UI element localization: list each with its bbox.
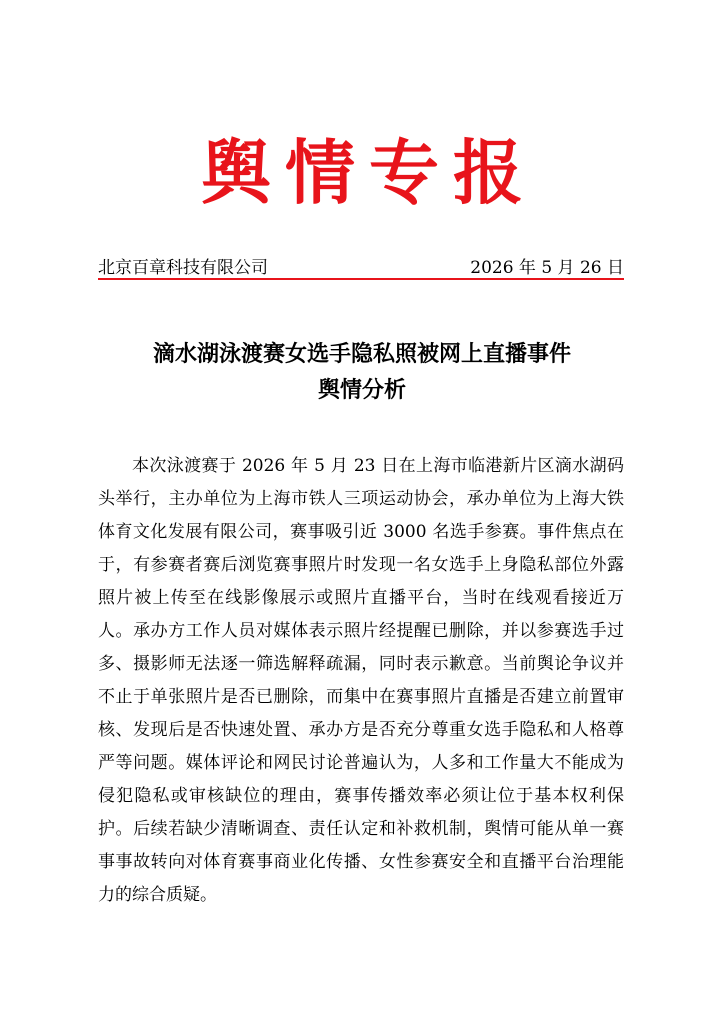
issue-date: 2026 年 5 月 26 日 — [470, 258, 624, 278]
organization-name: 北京百章科技有限公司 — [98, 258, 268, 278]
document-title — [0, 336, 724, 408]
red-divider-line — [98, 278, 624, 280]
body-paragraph: 本次泳渡赛于 2026 年 5 月 23 日在上海市临港新片区滴水湖码头举行，主办单位为上海市铁人三项运动协会，承办单位为上海大铁体育文化发展有限公司，赛事吸引近 3000 名选手参赛。事件焦点在于，有参赛者赛后浏览赛事照片时发现一名女选手上身隐私部位外露照片被上传至在线影像展示或照片直播平台，当时在线观看接近万人。承办方工作人员对媒体表示照片经提醒已删除，并以参赛选手过多、摄影师无法逐一筛选解释疏漏，同时表示歉意。当前舆论争议并不止于单张照片是否已删除，而集中在赛事照片直播是否建立前置审核、发现后是否快速处置、承办方是否充分尊重女选手隐私和人格尊严等问题。媒体评论和网民讨论普遍认为，人多和工作量大不能成为侵犯隐私或审核缺位的理由，赛事传播效率必须让位于基本权利保护。后续若缺少清晰调查、责任认定和补救机制，舆情可能从单一赛事事故转向对体育赛事商业化传播、女性参赛安全和直播平台治理能力的综合质疑。 — [98, 456, 624, 905]
masthead-title: 舆情专报 — [201, 132, 537, 214]
document-title-line-2: 舆情分析 — [317, 377, 406, 403]
document-title-line-1: 滴水湖泳渡赛女选手隐私照被网上直播事件 — [152, 341, 571, 367]
